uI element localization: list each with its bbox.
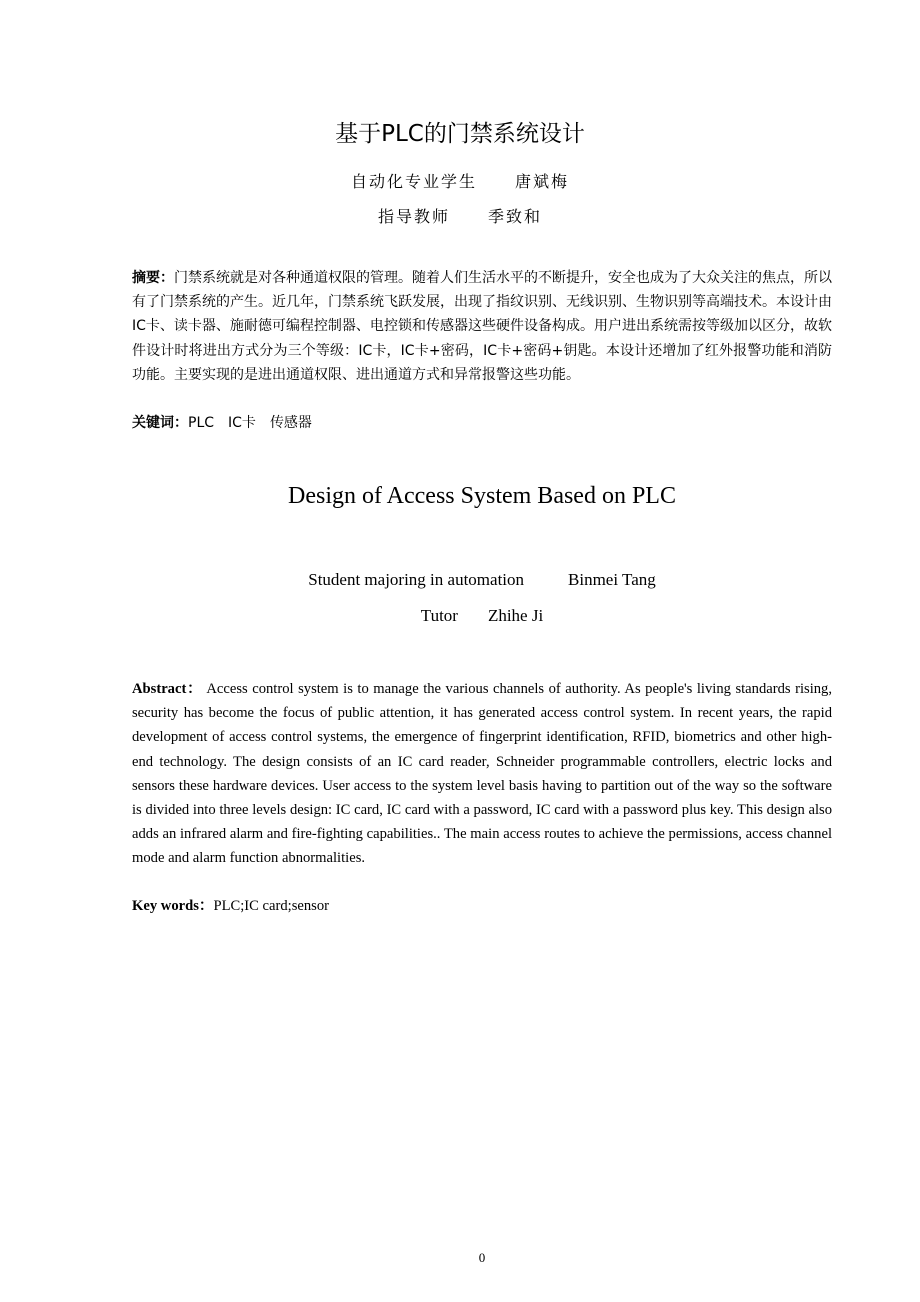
- page-number: 0: [478, 1250, 486, 1265]
- chinese-abstract: [132, 266, 832, 387]
- chinese-keyword: IC卡: [228, 415, 256, 431]
- english-abstract-label: Abstract：: [132, 681, 203, 697]
- chinese-author-line: [0, 170, 920, 194]
- chinese-title: 基于PLC的门禁系统设计: [335, 121, 585, 147]
- chinese-author-name: 唐斌梅: [515, 172, 570, 191]
- english-tutor-line: [0, 603, 920, 629]
- english-abstract: [132, 677, 832, 871]
- english-author-line: [0, 567, 920, 593]
- chinese-keyword: 传感器: [269, 415, 312, 431]
- chinese-abstract-text: 门禁系统就是对各种通道权限的管理。随着人们生活水平的不断提升，安全也成为了大众关注的焦点，所以有了门禁系统的产生。近几年，门禁系统飞跃发展，出现了指纹识别、无线识别、生物识别等高端技术。本设计由IC卡、读卡器、施耐德可编程控制器、电控锁和传感器这些硬件设备构成。用户进出系统需按等级加以区分，故软件设计时将进出方式分为三个等级：IC卡，IC卡+密码，IC卡+密码+钥匙。本设计还增加了红外报警功能和消防功能。主要实现的是进出通道权限、进出通道方式和异常报警这些功能。: [132, 270, 832, 383]
- chinese-tutor-line: [0, 205, 920, 229]
- english-keywords-label: Key words：: [132, 898, 214, 914]
- english-keywords-text: PLC;IC card;sensor: [213, 898, 330, 914]
- chinese-keyword: PLC: [188, 415, 215, 431]
- chinese-keywords: [132, 411, 832, 435]
- chinese-tutor-role: 指导教师: [377, 207, 450, 226]
- english-title: Design of Access System Based on PLC: [288, 483, 676, 509]
- english-author-name: Binmei Tang: [568, 570, 656, 589]
- english-author-role: Student majoring in automation: [308, 570, 525, 589]
- english-keywords: [132, 894, 832, 918]
- chinese-author-role: 自动化专业学生: [350, 172, 477, 191]
- english-tutor-role: Tutor: [420, 606, 458, 625]
- chinese-abstract-label: 摘要：: [132, 270, 174, 286]
- english-abstract-text: Access control system is to manage the various channels of authority. As people's living standards rising, security has become the focus of public attention, it has generated access control system. In recent years, the rapid development of access control systems, the emergence of fingerprint identification, RFID, biometrics and other high-end technology. The design consists of an IC card reader, Schneider programmable controllers, electric locks and sensors these hardware devices. User access to the system level basis having to partition out of the way so the software is divided into three levels design: IC card, IC card with a password, IC card with a password plus key. This design also adds an infrared alarm and fire-fighting capabilities.. The main access routes to achieve the permissions, access channel mode and alarm function abnormalities.: [132, 681, 832, 867]
- chinese-keywords-label: 关键词：: [132, 415, 188, 431]
- english-tutor-name: Zhihe Ji: [487, 606, 544, 625]
- chinese-tutor-name: 季致和: [488, 207, 543, 226]
